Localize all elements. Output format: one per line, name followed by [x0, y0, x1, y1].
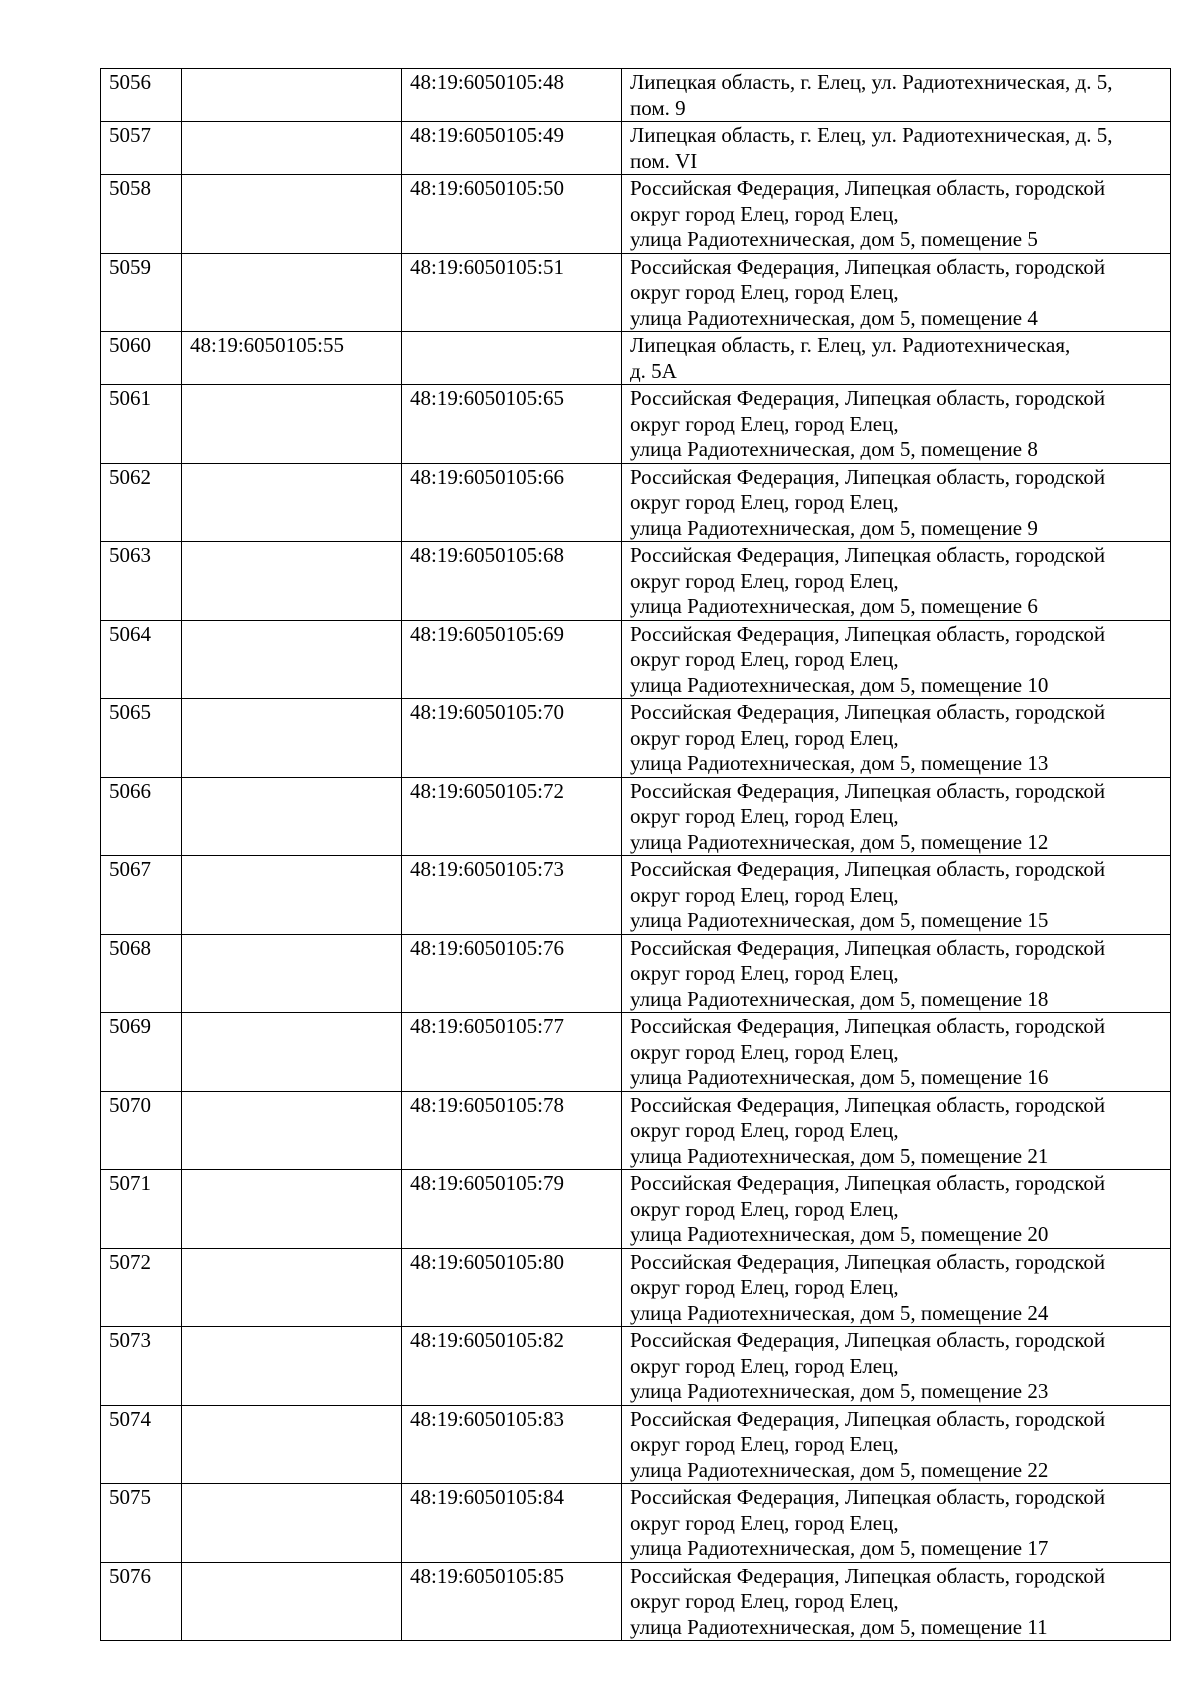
land-cadastral-number-cell — [182, 1405, 402, 1484]
address-line: округ город Елец, город Елец, — [630, 1353, 899, 1378]
address-line: пом. 9 — [630, 95, 686, 120]
object-cadastral-number-cell: 48:19:6050105:85 — [402, 1562, 622, 1641]
table-row — [101, 856, 1171, 935]
address-cell — [622, 463, 1171, 542]
land-cadastral-number-cell — [182, 1013, 402, 1092]
table-row — [101, 620, 1171, 699]
object-cadastral-number-cell: 48:19:6050105:77 — [402, 1013, 622, 1092]
land-cadastral-number-cell — [182, 1562, 402, 1641]
land-cadastral-number-cell: 48:19:6050105:55 — [182, 332, 402, 385]
object-cadastral-number-cell — [402, 332, 622, 385]
registry-table-body — [101, 69, 1171, 1641]
address-line: Российская Федерация, Липецкая область, городской — [630, 1406, 1106, 1431]
object-cadastral-number-cell: 48:19:6050105:48 — [402, 69, 622, 122]
address-line: улица Радиотехническая, дом 5, помещение 9 — [630, 515, 1038, 540]
table-row — [101, 1170, 1171, 1249]
object-cadastral-number-cell: 48:19:6050105:50 — [402, 175, 622, 254]
land-cadastral-number-cell — [182, 542, 402, 621]
row-number-cell: 5059 — [101, 253, 182, 332]
address-line: округ город Елец, город Елец, — [630, 1039, 899, 1064]
address-cell — [622, 1562, 1171, 1641]
object-cadastral-number-cell: 48:19:6050105:79 — [402, 1170, 622, 1249]
row-number-cell: 5067 — [101, 856, 182, 935]
address-cell — [622, 777, 1171, 856]
address-line: Российская Федерация, Липецкая область, городской — [630, 857, 1106, 881]
address-line: Российская Федерация, Липецкая область, городской — [630, 464, 1106, 489]
address-line: улица Радиотехническая, дом 5, помещение 17 — [630, 1536, 1049, 1560]
address-line: округ город Елец, город Елец, — [630, 1510, 899, 1535]
address-line: улица Радиотехническая, дом 5, помещение 12 — [630, 829, 1049, 854]
land-cadastral-number-cell — [182, 463, 402, 542]
address-line: округ город Елец, город Елец, — [630, 568, 899, 593]
table-row — [101, 332, 1171, 385]
table-row — [101, 542, 1171, 621]
address-line: улица Радиотехническая, дом 5, помещение 23 — [630, 1379, 1049, 1403]
address-line: Российская Федерация, Липецкая область, городской — [630, 700, 1106, 724]
row-number-cell: 5069 — [101, 1013, 182, 1092]
address-cell — [622, 385, 1171, 464]
land-cadastral-number-cell — [182, 385, 402, 464]
object-cadastral-number-cell: 48:19:6050105:83 — [402, 1405, 622, 1484]
address-line: Российская Федерация, Липецкая область, городской — [630, 543, 1106, 567]
row-number-cell: 5065 — [101, 699, 182, 778]
address-line: улица Радиотехническая, дом 5, помещение 18 — [630, 986, 1049, 1011]
address-cell — [622, 332, 1171, 385]
land-cadastral-number-cell — [182, 175, 402, 254]
land-cadastral-number-cell — [182, 620, 402, 699]
table-row — [101, 385, 1171, 464]
table-row — [101, 777, 1171, 856]
object-cadastral-number-cell: 48:19:6050105:84 — [402, 1484, 622, 1563]
object-cadastral-number-cell: 48:19:6050105:70 — [402, 699, 622, 778]
land-cadastral-number-cell — [182, 777, 402, 856]
address-line: улица Радиотехническая, дом 5, помещение 6 — [630, 594, 1038, 618]
object-cadastral-number-cell: 48:19:6050105:76 — [402, 934, 622, 1013]
table-row — [101, 1484, 1171, 1563]
address-cell — [622, 620, 1171, 699]
object-cadastral-number-cell: 48:19:6050105:66 — [402, 463, 622, 542]
address-line: Российская Федерация, Липецкая область, городской — [630, 1092, 1106, 1117]
address-line: округ город Елец, город Елец, — [630, 882, 899, 907]
land-cadastral-number-cell — [182, 69, 402, 122]
row-number-cell: 5070 — [101, 1091, 182, 1170]
row-number-cell: 5068 — [101, 934, 182, 1013]
table-row — [101, 1013, 1171, 1092]
row-number-cell: 5060 — [101, 332, 182, 385]
address-line: округ город Елец, город Елец, — [630, 804, 899, 828]
table-row — [101, 1562, 1171, 1641]
table-row — [101, 463, 1171, 542]
table-row — [101, 175, 1171, 254]
address-cell — [622, 1091, 1171, 1170]
address-line: улица Радиотехническая, дом 5, помещение 16 — [630, 1065, 1049, 1089]
address-cell — [622, 122, 1171, 175]
row-number-cell: 5058 — [101, 175, 182, 254]
address-line: улица Радиотехническая, дом 5, помещение 4 — [630, 305, 1038, 330]
land-cadastral-number-cell — [182, 1091, 402, 1170]
address-line: Российская Федерация, Липецкая область, городской — [630, 254, 1106, 279]
address-line: округ город Елец, город Елец, — [630, 411, 899, 436]
object-cadastral-number-cell: 48:19:6050105:80 — [402, 1248, 622, 1327]
address-cell — [622, 934, 1171, 1013]
row-number-cell: 5057 — [101, 122, 182, 175]
address-cell — [622, 699, 1171, 778]
row-number-cell: 5063 — [101, 542, 182, 621]
address-cell — [622, 175, 1171, 254]
land-cadastral-number-cell — [182, 1327, 402, 1406]
address-cell — [622, 1327, 1171, 1406]
address-line: округ город Елец, город Елец, — [630, 1118, 899, 1142]
address-line: Липецкая область, г. Елец, ул. Радиотехническая, д. 5, — [630, 123, 1113, 147]
address-line: Российская Федерация, Липецкая область, городской — [630, 621, 1106, 646]
address-line: улица Радиотехническая, дом 5, помещение 10 — [630, 672, 1049, 697]
object-cadastral-number-cell: 48:19:6050105:72 — [402, 777, 622, 856]
row-number-cell: 5074 — [101, 1405, 182, 1484]
table-row — [101, 934, 1171, 1013]
address-line: округ город Елец, город Елец, — [630, 1432, 899, 1456]
address-line: Липецкая область, г. Елец, ул. Радиотехническая, д. 5, — [630, 70, 1113, 94]
table-row — [101, 253, 1171, 332]
address-line: Российская Федерация, Липецкая область, городской — [630, 778, 1106, 803]
table-row — [101, 699, 1171, 778]
table-row — [101, 1327, 1171, 1406]
address-line: пом. VI — [630, 148, 698, 173]
land-cadastral-number-cell — [182, 856, 402, 935]
address-line: округ город Елец, город Елец, — [630, 1196, 899, 1221]
address-line: округ город Елец, город Елец, — [630, 725, 899, 750]
address-line: улица Радиотехническая, дом 5, помещение 15 — [630, 908, 1049, 932]
address-line: Российская Федерация, Липецкая область, городской — [630, 935, 1106, 960]
address-line: округ город Елец, город Елец, — [630, 490, 899, 514]
address-line: Российская Федерация, Липецкая область, городской — [630, 1563, 1106, 1588]
address-line: улица Радиотехническая, дом 5, помещение 24 — [630, 1300, 1049, 1325]
row-number-cell: 5075 — [101, 1484, 182, 1563]
land-cadastral-number-cell — [182, 934, 402, 1013]
address-line: округ город Елец, город Елец, — [630, 1275, 899, 1299]
row-number-cell: 5061 — [101, 385, 182, 464]
address-cell — [622, 69, 1171, 122]
object-cadastral-number-cell: 48:19:6050105:73 — [402, 856, 622, 935]
object-cadastral-number-cell: 48:19:6050105:68 — [402, 542, 622, 621]
land-cadastral-number-cell — [182, 1170, 402, 1249]
address-line: Российская Федерация, Липецкая область, городской — [630, 1014, 1106, 1038]
address-line: округ город Елец, город Елец, — [630, 1589, 899, 1613]
land-cadastral-number-cell — [182, 1484, 402, 1563]
land-cadastral-number-cell — [182, 699, 402, 778]
object-cadastral-number-cell: 48:19:6050105:49 — [402, 122, 622, 175]
row-number-cell: 5071 — [101, 1170, 182, 1249]
address-line: Липецкая область, г. Елец, ул. Радиотехническая, — [630, 333, 1071, 357]
address-line: округ город Елец, город Елец, — [630, 961, 899, 985]
address-line: Российская Федерация, Липецкая область, городской — [630, 1171, 1106, 1195]
land-cadastral-number-cell — [182, 253, 402, 332]
object-cadastral-number-cell: 48:19:6050105:69 — [402, 620, 622, 699]
table-row — [101, 1248, 1171, 1327]
object-cadastral-number-cell: 48:19:6050105:78 — [402, 1091, 622, 1170]
row-number-cell: 5076 — [101, 1562, 182, 1641]
object-cadastral-number-cell: 48:19:6050105:82 — [402, 1327, 622, 1406]
address-cell — [622, 1405, 1171, 1484]
row-number-cell: 5056 — [101, 69, 182, 122]
address-line: улица Радиотехническая, дом 5, помещение 11 — [630, 1614, 1048, 1639]
registry-table — [100, 68, 1171, 1641]
address-line: округ город Елец, город Елец, — [630, 201, 899, 226]
address-cell — [622, 1484, 1171, 1563]
object-cadastral-number-cell: 48:19:6050105:65 — [402, 385, 622, 464]
address-cell — [622, 856, 1171, 935]
address-cell — [622, 1170, 1171, 1249]
row-number-cell: 5066 — [101, 777, 182, 856]
land-cadastral-number-cell — [182, 122, 402, 175]
address-line: д. 5А — [630, 358, 677, 383]
land-cadastral-number-cell — [182, 1248, 402, 1327]
address-line: улица Радиотехническая, дом 5, помещение 5 — [630, 227, 1038, 251]
table-row — [101, 122, 1171, 175]
row-number-cell: 5064 — [101, 620, 182, 699]
table-row — [101, 1091, 1171, 1170]
table-row — [101, 69, 1171, 122]
address-line: улица Радиотехническая, дом 5, помещение 22 — [630, 1457, 1049, 1482]
address-cell — [622, 253, 1171, 332]
address-line: Российская Федерация, Липецкая область, городской — [630, 386, 1106, 410]
object-cadastral-number-cell: 48:19:6050105:51 — [402, 253, 622, 332]
address-cell — [622, 542, 1171, 621]
address-line: улица Радиотехническая, дом 5, помещение 8 — [630, 437, 1038, 461]
address-line: улица Радиотехническая, дом 5, помещение 21 — [630, 1143, 1049, 1168]
address-line: Российская Федерация, Липецкая область, городской — [630, 1249, 1106, 1274]
address-line: округ город Елец, город Елец, — [630, 647, 899, 671]
address-cell — [622, 1248, 1171, 1327]
row-number-cell: 5072 — [101, 1248, 182, 1327]
row-number-cell: 5073 — [101, 1327, 182, 1406]
address-line: округ город Елец, город Елец, — [630, 280, 899, 304]
address-line: улица Радиотехническая, дом 5, помещение 20 — [630, 1222, 1049, 1246]
address-line: Российская Федерация, Липецкая область, городской — [630, 176, 1106, 200]
address-line: улица Радиотехническая, дом 5, помещение 13 — [630, 751, 1049, 775]
address-cell — [622, 1013, 1171, 1092]
address-line: Российская Федерация, Липецкая область, городской — [630, 1485, 1106, 1509]
table-row — [101, 1405, 1171, 1484]
address-line: Российская Федерация, Липецкая область, городской — [630, 1328, 1106, 1352]
row-number-cell: 5062 — [101, 463, 182, 542]
